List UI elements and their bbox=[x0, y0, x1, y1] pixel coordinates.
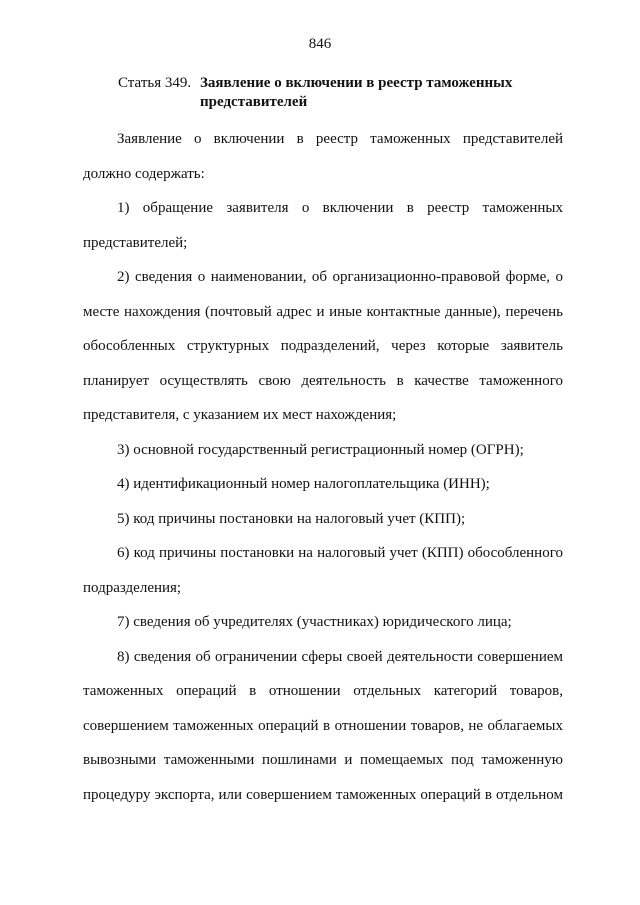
paragraph bbox=[83, 502, 563, 537]
paragraph bbox=[83, 122, 563, 191]
paragraph bbox=[83, 536, 563, 605]
text-line: совершением таможенных операций в отношении товаров, не облагаемых bbox=[83, 717, 563, 734]
paragraph bbox=[83, 260, 563, 433]
text-line: 2) сведения о наименовании, об организационно-правовой форме, о bbox=[117, 269, 563, 285]
article-body bbox=[83, 122, 563, 812]
article-title-line-1: Заявление о включении в реестр таможенных bbox=[200, 75, 513, 91]
paragraph bbox=[83, 640, 563, 813]
text-line: 4) идентификационный номер налогоплательщика (ИНН); bbox=[117, 476, 490, 492]
text-line: вывозными таможенными пошлинами и помещаемых под таможенную bbox=[83, 752, 563, 768]
article-heading bbox=[118, 74, 578, 112]
text-line: представителей; bbox=[83, 234, 188, 251]
text-line: 7) сведения об учредителях (участниках) юридического лица; bbox=[117, 614, 512, 630]
article-title-line-2: представителей bbox=[200, 94, 308, 110]
text-line: процедуру экспорта, или совершением таможенных операций в отдельном bbox=[83, 786, 563, 803]
text-line: Заявление о включении в реестр таможенных представителей bbox=[117, 131, 563, 147]
text-line: планирует осуществлять свою деятельность в качестве таможенного bbox=[83, 372, 563, 389]
text-line: подразделения; bbox=[83, 579, 182, 596]
text-line: 1) обращение заявителя о включении в реестр таможенных bbox=[117, 200, 563, 216]
text-line: должно содержать: bbox=[83, 165, 205, 182]
paragraph bbox=[83, 605, 563, 640]
paragraph bbox=[83, 467, 563, 502]
text-line: 3) основной государственный регистрационный номер (ОГРН); bbox=[117, 441, 524, 458]
paragraph bbox=[83, 191, 563, 260]
text-line: 6) код причины постановки на налоговый учет (КПП) обособленного bbox=[117, 545, 563, 561]
text-line: представителя, с указанием их мест нахождения; bbox=[83, 407, 397, 423]
paragraph bbox=[83, 433, 563, 468]
text-line: месте нахождения (почтовый адрес и иные контактные данные), перечень bbox=[83, 303, 563, 320]
page-number: 846 bbox=[308, 36, 332, 52]
text-line: обособленных структурных подразделений, через которые заявитель bbox=[83, 338, 563, 354]
article-label: Статья 349. bbox=[118, 75, 192, 91]
text-line: таможенных операций в отношении отдельных категорий товаров, bbox=[83, 683, 563, 699]
text-line: 8) сведения об ограничении сферы своей деятельности совершением bbox=[117, 648, 563, 665]
text-line: 5) код причины постановки на налоговый учет (КПП); bbox=[117, 510, 466, 527]
